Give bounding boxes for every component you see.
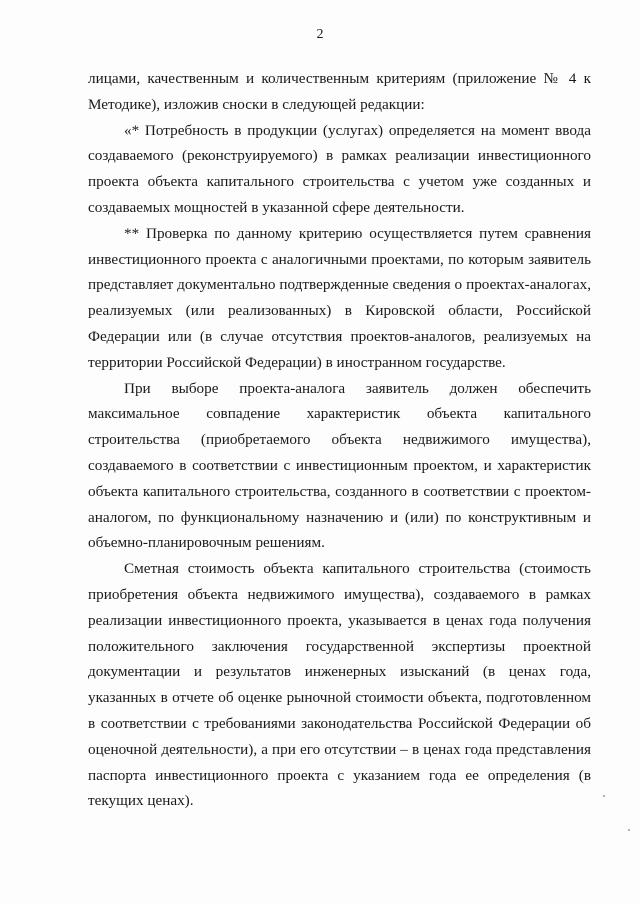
text-line: создаваемых мощностей в указанной сфере деятельности. xyxy=(88,198,465,216)
text-line: реализуемых (или реализованных) в Кировской области, Российской xyxy=(88,302,591,320)
paragraph-continuation xyxy=(88,66,591,118)
text-line: строительства (приобретаемого объекта недвижимого имущества), xyxy=(88,431,591,449)
text-line: Сметная стоимость объекта капитального строительства (стоимость xyxy=(124,560,591,578)
text-line: в соответствии с требованиями законодательства Российской Федерации об xyxy=(88,714,591,732)
document-body xyxy=(88,66,591,814)
text-line: Федерации или (в случае отсутствия проектов-аналогов, реализуемых на xyxy=(88,327,591,345)
page-number: 2 xyxy=(316,27,324,42)
text-line: лицами, качественным и количественным критериям (приложение № 4 к xyxy=(88,70,591,87)
text-line: оценочной деятельности), а при его отсутствии – в ценах года представления xyxy=(88,740,591,758)
text-line: ** Проверка по данному критерию осуществляется путем сравнения xyxy=(124,224,591,242)
text-line: максимальное совпадение характеристик объекта капитального xyxy=(88,405,591,423)
text-line: аналогом, по функциональному назначению и (или) по конструктивным и xyxy=(88,508,591,526)
text-line: создаваемого (реконструируемого) в рамках реализации инвестиционного xyxy=(88,147,591,165)
paragraph-analog-selection xyxy=(88,376,591,557)
text-line: реализации инвестиционного проекта, указывается в ценах года получения xyxy=(88,611,591,629)
text-line: представляет документально подтвержденные сведения о проектах-аналогах, xyxy=(88,276,591,294)
text-line: создаваемого в соответствии с инвестиционным проектом, и характеристик xyxy=(88,456,591,474)
text-line: инвестиционного проекта с аналогичными проектами, по которым заявитель xyxy=(88,250,591,268)
text-line: объемно-планировочным решениям. xyxy=(88,534,325,552)
text-line: текущих ценах). xyxy=(88,792,194,810)
scan-speck xyxy=(628,829,630,831)
text-line: документации и результатов инженерных изысканий (в ценах года, xyxy=(88,663,591,681)
text-line: Методике), изложив сноски в следующей редакции: xyxy=(88,95,425,113)
text-line: объекта капитального строительства, созданного в соответствии с проектом- xyxy=(88,482,591,500)
paragraph-footnote-1 xyxy=(88,118,591,221)
text-line: приобретения объекта недвижимого имущества), создаваемого в рамках xyxy=(88,585,591,603)
text-line: «* Потребность в продукции (услугах) определяется на момент ввода xyxy=(124,121,591,139)
paragraph-footnote-2 xyxy=(88,221,591,376)
scan-speck xyxy=(603,795,605,797)
text-line: территории Российской Федерации) в иностранном государстве. xyxy=(88,353,506,371)
text-line: паспорта инвестиционного проекта с указанием года ее определения (в xyxy=(88,766,591,784)
text-line: положительного заключения государственной экспертизы проектной xyxy=(88,637,591,655)
text-line: При выборе проекта-аналога заявитель должен обеспечить xyxy=(124,379,591,397)
text-line: указанных в отчете об оценке рыночной стоимости объекта, подготовленном xyxy=(88,689,591,707)
paragraph-estimated-cost xyxy=(88,556,591,814)
text-line: проекта объекта капитального строительства с учетом уже созданных и xyxy=(88,173,591,191)
